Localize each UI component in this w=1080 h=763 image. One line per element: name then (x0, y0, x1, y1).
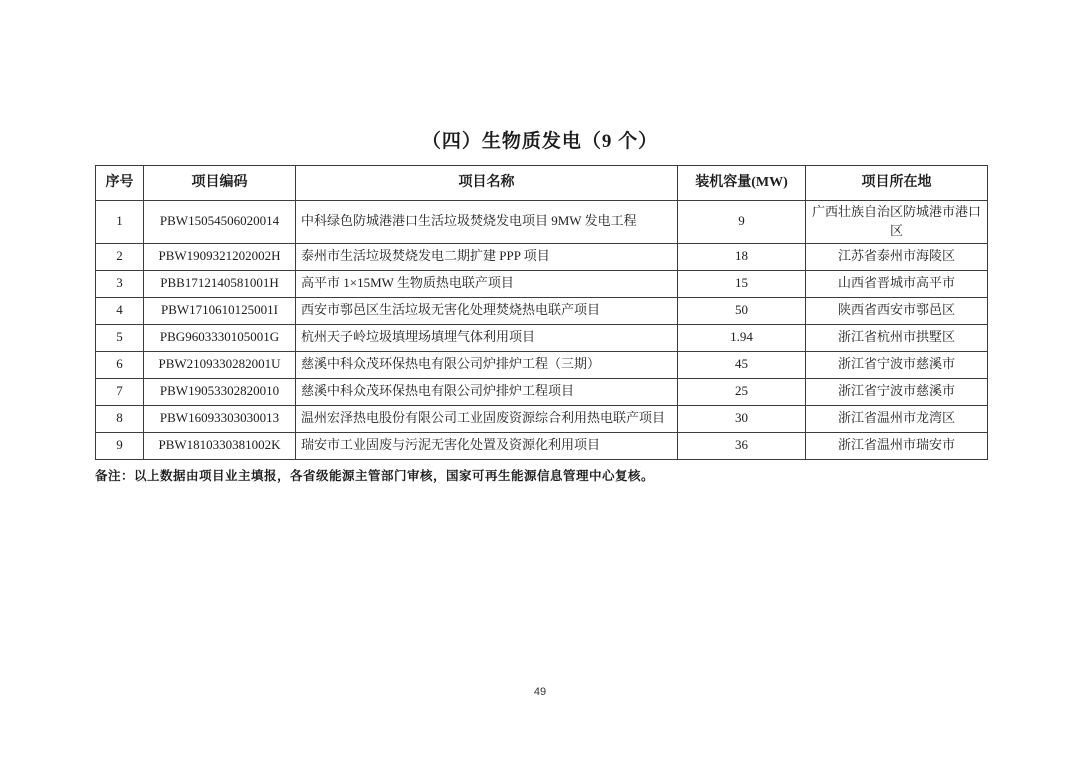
cell-code: PBW19053302820010 (144, 378, 296, 405)
page-number: 49 (533, 686, 547, 698)
cell-seq: 1 (96, 201, 144, 244)
table-row (96, 243, 988, 270)
cell-name: 瑞安市工业固废与污泥无害化处置及资源化利用项目 (296, 432, 678, 459)
cell-location: 广西壮族自治区防城港市港口区 (806, 201, 988, 244)
cell-code: PBW1710610125001I (144, 297, 296, 324)
header-location: 项目所在地 (806, 166, 988, 201)
cell-name: 西安市鄠邑区生活垃圾无害化处理焚烧热电联产项目 (296, 297, 678, 324)
table-row (96, 378, 988, 405)
cell-capacity: 36 (678, 432, 806, 459)
cell-code: PBB1712140581001H (144, 270, 296, 297)
cell-code: PBW2109330282001U (144, 351, 296, 378)
cell-capacity: 18 (678, 243, 806, 270)
cell-code: PBG9603330105001G (144, 324, 296, 351)
cell-seq: 3 (96, 270, 144, 297)
page-title: （四）生物质发电（9 个） (421, 131, 659, 152)
header-capacity: 装机容量(MW) (678, 166, 806, 201)
cell-location: 浙江省杭州市拱墅区 (806, 324, 988, 351)
header-row (96, 166, 988, 201)
cell-seq: 6 (96, 351, 144, 378)
cell-seq: 9 (96, 432, 144, 459)
cell-seq: 4 (96, 297, 144, 324)
header-seq: 序号 (96, 166, 144, 201)
header-name: 项目名称 (296, 166, 678, 201)
cell-location: 浙江省宁波市慈溪市 (806, 351, 988, 378)
cell-name: 高平市 1×15MW 生物质热电联产项目 (296, 270, 678, 297)
table-row (96, 351, 988, 378)
cell-location: 陕西省西安市鄠邑区 (806, 297, 988, 324)
cell-code: PBW15054506020014 (144, 201, 296, 244)
projects-table-container (95, 165, 987, 460)
cell-seq: 7 (96, 378, 144, 405)
cell-capacity: 15 (678, 270, 806, 297)
table-row (96, 432, 988, 459)
cell-capacity: 45 (678, 351, 806, 378)
table-row (96, 324, 988, 351)
projects-table (95, 165, 988, 460)
table-row (96, 201, 988, 244)
footnote: 备注：以上数据由项目业主填报，各省级能源主管部门审核，国家可再生能源信息管理中心复核。 (95, 469, 655, 483)
cell-code: PBW1810330381002K (144, 432, 296, 459)
cell-name: 中科绿色防城港港口生活垃圾焚烧发电项目 9MW 发电工程 (296, 201, 678, 244)
cell-capacity: 1.94 (678, 324, 806, 351)
cell-location: 浙江省温州市龙湾区 (806, 405, 988, 432)
cell-name: 慈溪中科众茂环保热电有限公司炉排炉工程（三期） (296, 351, 678, 378)
cell-name: 温州宏泽热电股份有限公司工业固废资源综合利用热电联产项目 (296, 405, 678, 432)
cell-code: PBW1909321202002H (144, 243, 296, 270)
cell-seq: 8 (96, 405, 144, 432)
cell-capacity: 25 (678, 378, 806, 405)
cell-name: 杭州天子岭垃圾填埋场填埋气体利用项目 (296, 324, 678, 351)
table-row (96, 297, 988, 324)
cell-location: 浙江省温州市瑞安市 (806, 432, 988, 459)
table-header (96, 166, 988, 201)
cell-name: 泰州市生活垃圾焚烧发电二期扩建 PPP 项目 (296, 243, 678, 270)
cell-capacity: 50 (678, 297, 806, 324)
table-row (96, 405, 988, 432)
header-code: 项目编码 (144, 166, 296, 201)
cell-name: 慈溪中科众茂环保热电有限公司炉排炉工程项目 (296, 378, 678, 405)
table-body (96, 201, 988, 460)
cell-location: 江苏省泰州市海陵区 (806, 243, 988, 270)
cell-seq: 2 (96, 243, 144, 270)
cell-seq: 5 (96, 324, 144, 351)
cell-capacity: 30 (678, 405, 806, 432)
cell-location: 山西省晋城市高平市 (806, 270, 988, 297)
cell-location: 浙江省宁波市慈溪市 (806, 378, 988, 405)
table-row (96, 270, 988, 297)
cell-capacity: 9 (678, 201, 806, 244)
cell-code: PBW16093303030013 (144, 405, 296, 432)
